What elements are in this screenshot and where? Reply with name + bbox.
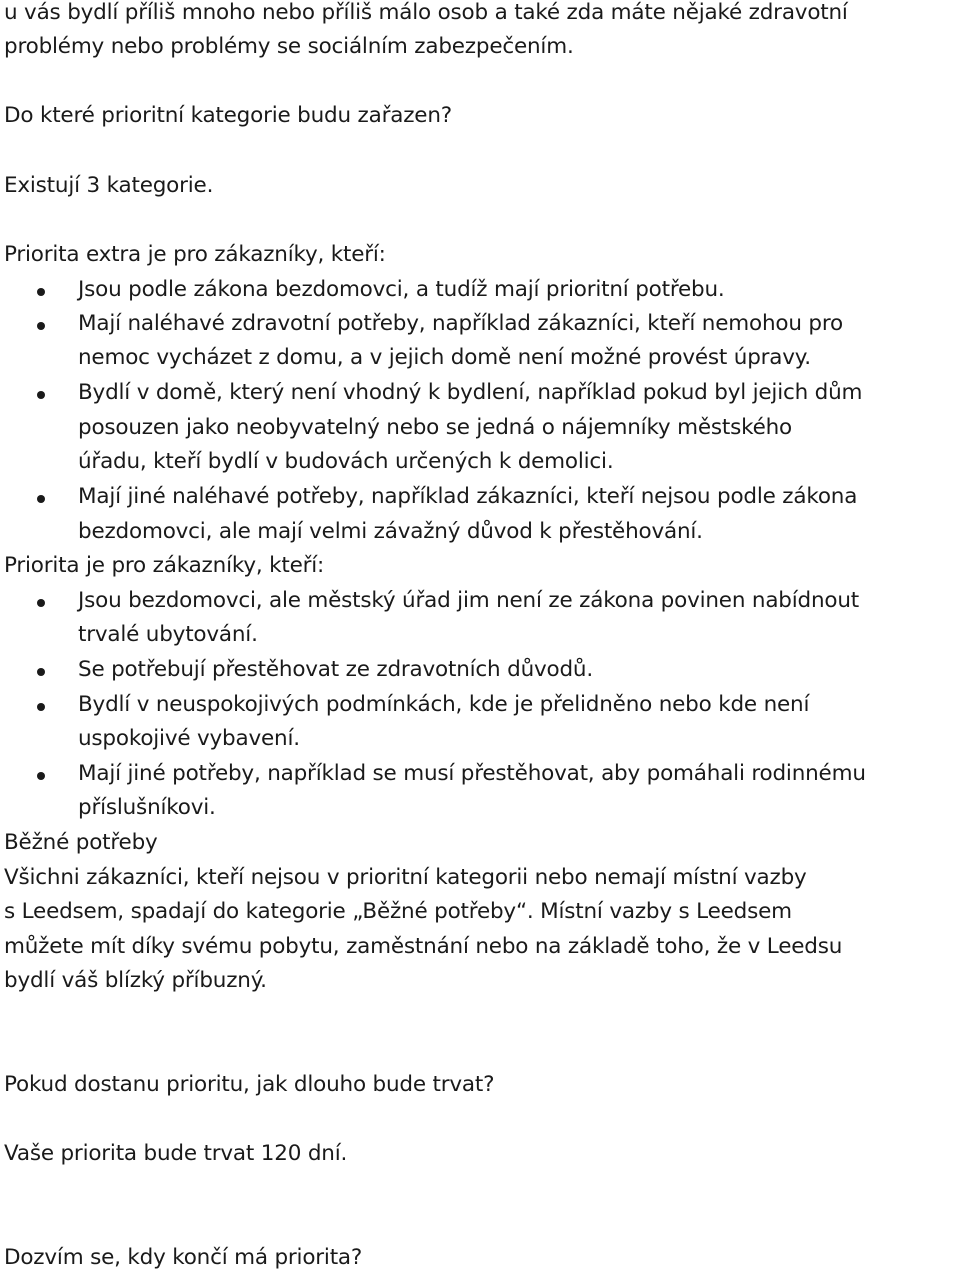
normal-line-3: můžete mít díky svému pobytu, zaměstnání nebo na základě toho, že v Leedsu <box>4 934 843 959</box>
extra-item-3-line-2: posouzen jako neobyvatelný nebo se jedná o nájemníky městského <box>78 415 792 440</box>
intro-line-2: problémy nebo problémy se sociálním zabezpečením. <box>4 34 574 59</box>
question-duration: Pokud dostanu prioritu, jak dlouho bude trvat? <box>4 1072 495 1097</box>
priority-heading: Priorita je pro zákazníky, kteří: <box>4 553 325 578</box>
bullet-icon <box>37 599 45 607</box>
extra-heading: Priorita extra je pro zákazníky, kteří: <box>4 242 386 267</box>
priority-item-3-line-1: Bydlí v neuspokojivých podmínkách, kde je přelidněno nebo kde není <box>78 692 810 717</box>
question-end: Dozvím se, kdy končí má priorita? <box>4 1245 363 1270</box>
normal-line-1: Všichni zákazníci, kteří nejsou v prioritní kategorii nebo nemají místní vazby <box>4 865 807 890</box>
priority-item-3-line-2: uspokojivé vybavení. <box>78 726 300 751</box>
extra-item-4-line-2: bezdomovci, ale mají velmi závažný důvod k přestěhování. <box>78 519 703 544</box>
question-category: Do které prioritní kategorie budu zařazen? <box>4 103 452 128</box>
intro-line-1: u vás bydlí příliš mnoho nebo příliš málo osob a také zda máte nějaké zdravotní <box>4 0 848 25</box>
normal-line-4: bydlí váš blízký příbuzný. <box>4 968 267 993</box>
priority-item-1-line-1: Jsou bezdomovci, ale městský úřad jim není ze zákona povinen nabídnout <box>78 588 859 613</box>
bullet-icon <box>37 772 45 780</box>
categories-count: Existují 3 kategorie. <box>4 173 214 198</box>
priority-item-2-line-1: Se potřebují přestěhovat ze zdravotních důvodů. <box>78 657 593 682</box>
normal-heading: Běžné potřeby <box>4 830 158 855</box>
bullet-icon <box>37 495 45 503</box>
normal-line-2: s Leedsem, spadají do kategorie „Běžné potřeby“. Místní vazby s Leedsem <box>4 899 792 924</box>
extra-item-2-line-2: nemoc vycházet z domu, a v jejich domě není možné provést úpravy. <box>78 345 811 370</box>
bullet-icon <box>37 391 45 399</box>
answer-duration: Vaše priorita bude trvat 120 dní. <box>4 1141 348 1166</box>
bullet-icon <box>37 288 45 296</box>
extra-item-3-line-3: úřadu, kteří bydlí v budovách určených k demolici. <box>78 449 614 474</box>
priority-item-4-line-2: příslušníkovi. <box>78 795 216 820</box>
bullet-icon <box>37 322 45 330</box>
bullet-icon <box>37 668 45 676</box>
bullet-icon <box>37 703 45 711</box>
extra-item-4-line-1: Mají jiné naléhavé potřeby, například zákazníci, kteří nejsou podle zákona <box>78 484 858 509</box>
priority-item-4-line-1: Mají jiné potřeby, například se musí přestěhovat, aby pomáhali rodinnému <box>78 761 866 786</box>
extra-item-3-line-1: Bydlí v domě, který není vhodný k bydlení, například pokud byl jejich dům <box>78 380 863 405</box>
priority-item-1-line-2: trvalé ubytování. <box>78 622 258 647</box>
extra-item-1-line-1: Jsou podle zákona bezdomovci, a tudíž mají prioritní potřebu. <box>78 277 725 302</box>
extra-item-2-line-1: Mají naléhavé zdravotní potřeby, například zákazníci, kteří nemohou pro <box>78 311 843 336</box>
